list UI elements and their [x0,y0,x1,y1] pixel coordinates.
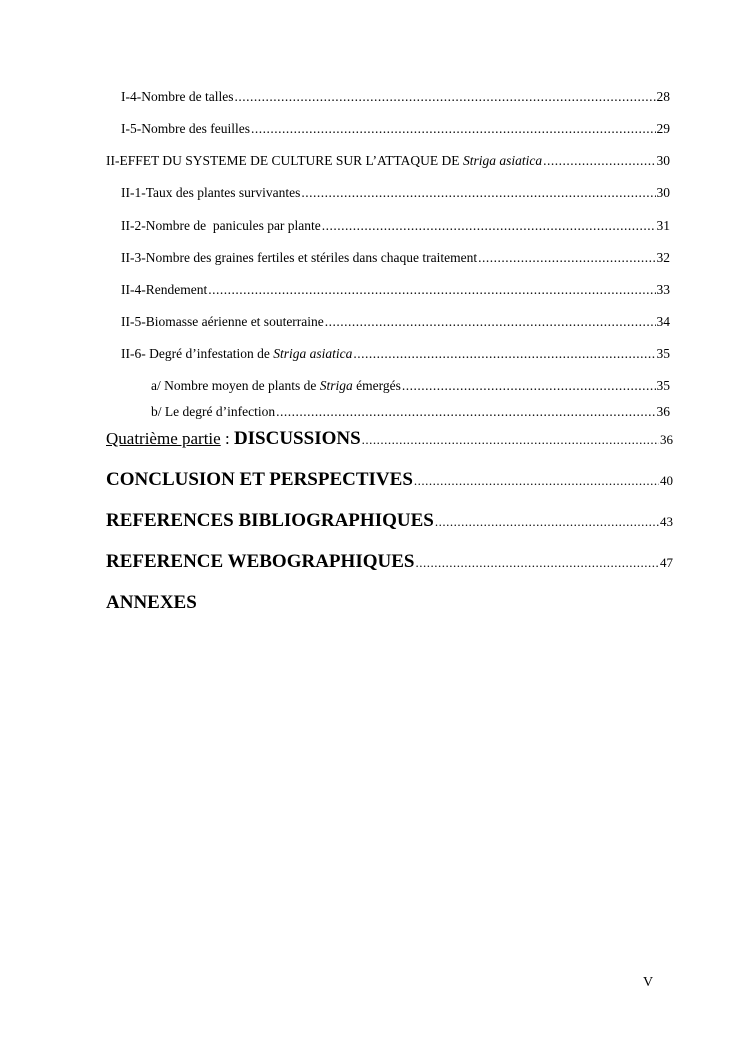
leader-dots [415,555,659,571]
toc-page: 35 [656,378,670,393]
toc-page: 31 [656,218,670,233]
toc-label: I-4-Nombre de talles [121,89,234,104]
leader-dots [301,185,655,201]
toc-entry[interactable] [121,121,670,137]
leader-dots [402,378,656,394]
toc-page: 40 [660,473,673,488]
leader-dots [353,346,655,362]
toc-entry[interactable] [121,346,670,362]
toc-entry-annexes[interactable] [106,592,197,614]
leader-dots [325,314,656,330]
toc-page: 36 [660,432,673,447]
toc-entry[interactable] [106,153,670,169]
leader-dots [322,218,656,234]
toc-page: 35 [656,346,670,361]
leader-dots [251,121,656,137]
toc-page: 32 [656,250,670,265]
toc-page: 30 [656,153,670,168]
toc-label [121,346,352,362]
toc-entry[interactable] [121,282,670,298]
leader-dots [414,473,659,489]
toc-label: I-5-Nombre des feuilles [121,121,250,136]
part-title: DISCUSSIONS [233,428,361,449]
toc-entry[interactable] [121,89,670,105]
toc-page: 29 [656,121,670,136]
toc-label: b/ Le degré d’infection [151,404,276,419]
toc-label: REFERENCE WEBOGRAPHIQUES [106,551,415,572]
toc-page: 28 [656,89,670,104]
part-prefix: Quatrième partie [106,429,221,448]
toc-label-text: II-EFFET DU SYSTEME DE CULTURE SUR L’ATTAQUE DE [106,153,463,168]
toc-label: II-2-Nombre de panicules par plante [121,218,321,233]
toc-page: 30 [656,185,670,200]
toc-entry[interactable] [151,378,670,394]
toc-label: II-1-Taux des plantes survivantes [121,185,301,200]
toc-entry[interactable] [121,314,670,330]
toc-entry[interactable] [151,404,670,420]
toc-label: II-3-Nombre des graines fertiles et stériles dans chaque traitement [121,250,478,265]
leader-dots [362,432,659,448]
toc-page: 47 [660,555,673,570]
leader-dots [543,153,655,169]
toc-label: CONCLUSION ET PERSPECTIVES [106,469,413,490]
toc-label-text: II-6- Degré d’infestation de [121,346,274,361]
toc-page: 34 [656,314,670,329]
toc-label-italic: Striga asiatica [273,346,353,361]
toc-entry[interactable] [121,218,670,234]
toc-label-text: a/ Nombre moyen de plants de [151,378,320,393]
toc-page: 33 [656,282,670,297]
page-number: V [643,975,654,990]
toc-label [106,428,361,450]
toc-label [106,153,542,169]
toc-label: II-5-Biomasse aérienne et souterraine [121,314,324,329]
leader-dots [478,250,655,266]
part-colon: : [220,429,234,448]
leader-dots [234,89,655,105]
toc-entry-part4[interactable] [106,428,673,450]
toc-label-italic: Striga [319,378,353,393]
toc-entry[interactable] [121,185,670,201]
leader-dots [276,404,655,420]
toc-label-text: émergés [352,378,401,393]
toc-label: II-4-Rendement [121,282,208,297]
toc-label [151,378,401,394]
leader-dots [208,282,655,298]
toc-label: ANNEXES [106,592,197,613]
toc-page: 36 [656,404,670,419]
toc-page: 43 [660,514,673,529]
toc-entry-major[interactable] [106,551,673,573]
toc-entry-major[interactable] [106,510,673,532]
leader-dots [435,514,659,530]
toc-label-italic: Striga asiatica [462,153,543,168]
toc-entry-major[interactable] [106,469,673,491]
toc-label: REFERENCES BIBLIOGRAPHIQUES [106,510,434,531]
toc-entry[interactable] [121,250,670,266]
